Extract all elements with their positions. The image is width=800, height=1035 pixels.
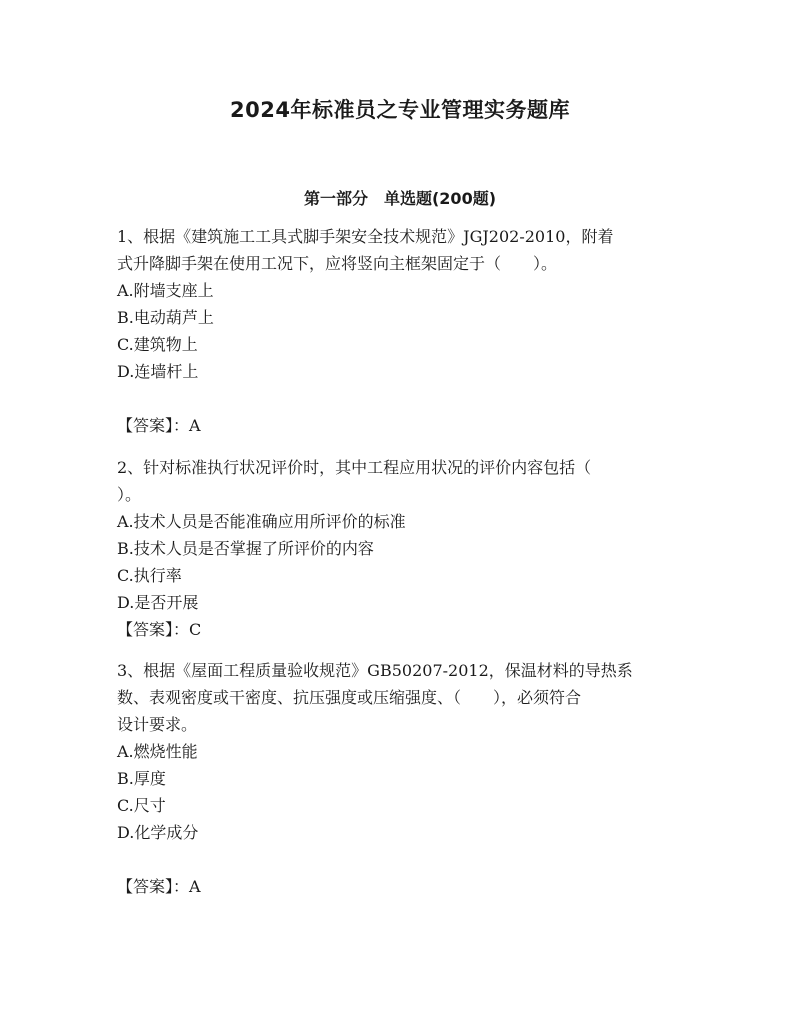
question-2-option-b: B.技术人员是否掌握了所评价的内容 (117, 539, 374, 558)
answer-label: 【答案】： (117, 416, 190, 435)
question-1-stem-line-2: 式升降脚手架在使用工况下，应将竖向主框架固定于（ ）。 (117, 254, 558, 273)
question-3-stem-line-1: 3、根据《屋面工程质量验收规范》GB50207-2012，保温材料的导热系 (117, 661, 633, 680)
answer-value: A (189, 416, 201, 435)
question-2-option-a: A.技术人员是否能准确应用所评价的标准 (117, 512, 406, 531)
question-1-option-b: B.电动葫芦上 (117, 308, 214, 327)
question-2-stem-line-2: ）。 (117, 485, 142, 504)
question-1-stem-line-1: 1、根据《建筑施工工具式脚手架安全技术规范》JGJ202-2010，附着 (117, 227, 614, 246)
question-2-stem-line-1: 2、针对标准执行状况评价时，其中工程应用状况的评价内容包括（ (117, 458, 592, 477)
answer-value: C (189, 620, 202, 639)
question-3-option-c: C.尺寸 (117, 796, 166, 815)
question-2-option-d: D.是否开展 (117, 593, 199, 612)
question-1-option-a: A.附墙支座上 (117, 281, 214, 300)
document-title: 2024年标准员之专业管理实务题库 (230, 98, 570, 122)
question-1-option-c: C.建筑物上 (117, 335, 198, 354)
question-1-option-d: D.连墙杆上 (117, 362, 199, 381)
question-3-answer (117, 877, 687, 897)
section-heading: 第一部分 单选题(200题) (303, 189, 497, 208)
answer-value: A (189, 877, 201, 896)
question-3-stem-line-3: 设计要求。 (117, 715, 198, 734)
answer-label: 【答案】： (117, 877, 190, 896)
question-2-answer (117, 620, 687, 640)
question-3-option-b: B.厚度 (117, 769, 166, 788)
question-1-answer (117, 416, 687, 436)
question-3-option-d: D.化学成分 (117, 823, 199, 842)
question-3-stem-line-2: 数、表观密度或干密度、抗压强度或压缩强度、（ ），必须符合 (117, 688, 582, 707)
answer-label: 【答案】： (117, 620, 190, 639)
question-2-option-c: C.执行率 (117, 566, 182, 585)
question-3-option-a: A.燃烧性能 (117, 742, 198, 761)
